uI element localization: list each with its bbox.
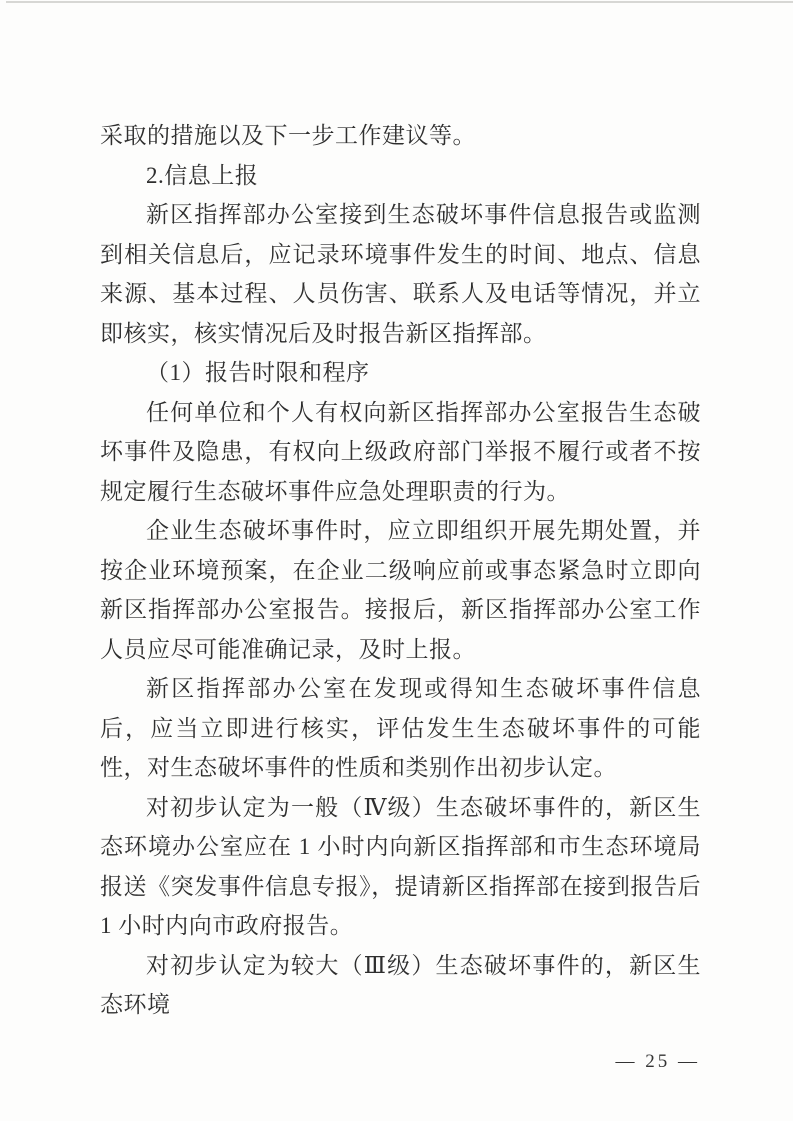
page-number: — 25 — (615, 1051, 700, 1072)
paragraph: 对初步认定为较大（Ⅲ级）生态破坏事件的，新区生态环境 (100, 952, 701, 1017)
paragraph: 新区指挥部办公室在发现或得知生态破坏事件信息后，应当立即进行核实，评估发生生态破坏事件的可能性，对生态破坏事件的性质和类别作出初步认定。 (100, 676, 701, 780)
paragraph: 新区指挥部办公室接到生态破坏事件信息报告或监测到相关信息后，应记录环境事件发生的时间、地点、信息来源、基本过程、人员伤害、联系人及电话等情况，并立即核实，核实情况后及时报告新区指挥部。 (100, 202, 701, 346)
paragraph: 对初步认定为一般（Ⅳ级）生态破坏事件的，新区生态环境办公室应在 1 小时内向新区指挥部和市生态环境局报送《突发事件信息专报》，提请新区指挥部在接到报告后 1 小时内向市政府报告。 (100, 794, 701, 938)
paragraph: 2.信息上报 (146, 162, 259, 188)
document-body (100, 116, 701, 1025)
paragraph: （1）报告时限和程序 (146, 360, 370, 385)
paragraph: 企业生态破坏事件时，应立即组织开展先期处置，并按企业环境预案，在企业二级响应前或事态紧急时立即向新区指挥部办公室报告。接报后，新区指挥部办公室工作人员应尽可能准确记录，及时上报。 (100, 518, 701, 662)
scan-artifact-line (6, 1, 793, 3)
paragraph: 采取的措施以及下一步工作建议等。 (100, 123, 476, 148)
paragraph: 任何单位和个人有权向新区指挥部办公室报告生态破坏事件及隐患，有权向上级政府部门举报不履行或者不按规定履行生态破坏事件应急处理职责的行为。 (100, 399, 701, 504)
